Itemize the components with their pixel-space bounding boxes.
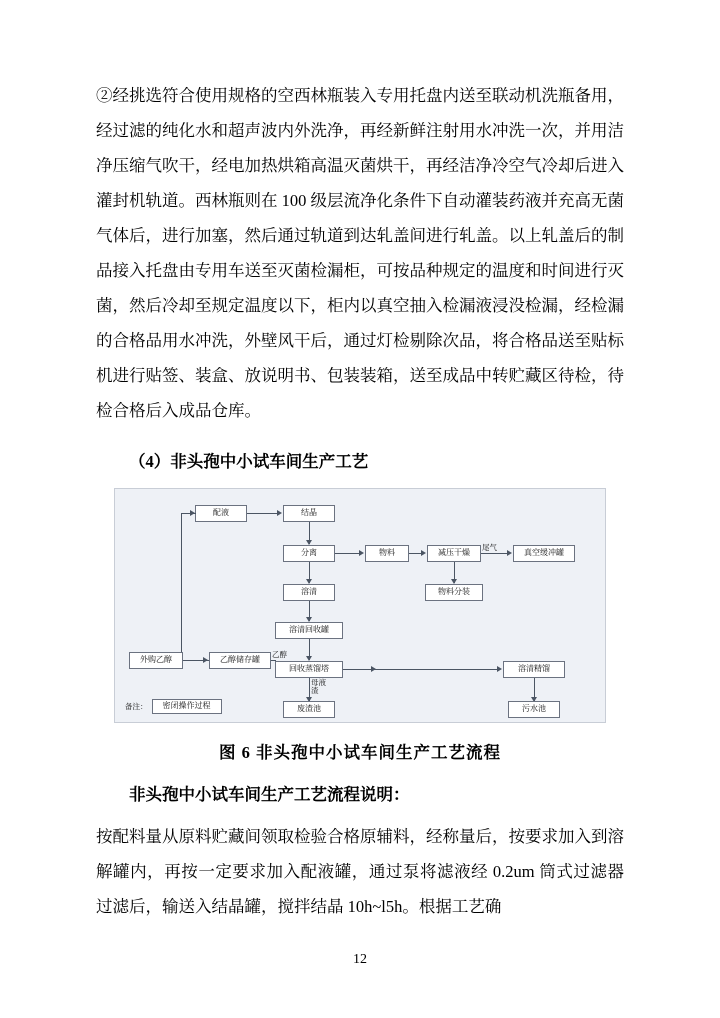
node-wuliao: 物料 [365,545,409,562]
node-rongqing-jingliu: 溶清精馏 [503,661,565,678]
arrow-waigou-yichun [203,657,208,663]
node-fenli: 分离 [283,545,335,562]
node-huishou-zhengliuta: 回收蒸馏塔 [275,661,343,678]
node-waigou-yichun: 外购乙醇 [129,652,183,669]
arrow-peiye-jiejing [277,510,282,516]
edge-waigou-yichun [183,660,204,661]
edge-zhengliu-jingliu [343,669,371,670]
node-feizha-chi: 废渣池 [283,701,335,718]
edge-label-yichun: 乙醇 [272,650,287,659]
edge-fenli-wuliao [335,553,360,554]
node-rongqing: 溶清 [283,584,335,601]
arrow-fenli-wuliao [359,550,364,556]
page-number: 12 [353,952,367,967]
node-jiejing: 结晶 [283,505,335,522]
page-content [96,78,624,924]
node-zhenkong-huanchongguan: 真空缓冲罐 [513,545,575,562]
node-wushui-chi: 污水池 [508,701,560,718]
paragraph-2: 按配料量从原料贮藏间领取检验合格原辅料，经称量后，按要求加入到溶解罐内，再按一定要求加入配液罐，通过泵将滤液经 0.2um 筒式过滤器过滤后，输送入结晶罐，搅拌结晶 10h~l5h。根据工艺确 [96,827,624,916]
section-heading: （4）非头孢中小试车间生产工艺 [129,452,369,471]
edge-peiye-jiejing [247,513,278,514]
arrow-wuliao-jianya [421,550,426,556]
node-wuliao-fenzhuang: 物料分装 [425,584,483,601]
figure-caption: 图 6 非头孢中小试车间生产工艺流程 [219,743,501,762]
process-flow-figure [114,488,606,723]
figure-note [125,699,222,714]
edge-recycle-vertical [181,513,182,661]
arrow-jingliu-in [497,666,502,672]
arrow-recycle-peiye [190,510,195,516]
edge-label-muye: 母液 渣 [311,678,326,695]
paragraph-1: ②经挑选符合使用规格的空西林瓶装入专用托盘内送至联动机洗瓶备用，经过滤的纯化水和超声波内外洗净，再经新鲜注射用水冲洗一次，并用洁净压缩气吹干，经电加热烘箱高温灭菌烘干，再经洁净冷空气冷却后进入灌封机轨道。西林瓶则在 100 级层流净化条件下自动灌装药液并充高无菌气体后，进行加塞，然后通过轨道到达轧盖间进行轧盖。以上轧盖后的制品接入托盘由专用车送至灭菌检漏柜，可按品种规定的温度和时间进行灭菌，然后冷却至规定温度以下，柜内以真空抽入检漏液浸没检漏，经检漏的合格品用水冲洗，外壁风干后，通过灯检剔除次品，将合格品送至贴标机进行贴签、装盒、放说明书、包装装箱，送至成品中转贮藏区待检，待检合格后入成品仓库。 [96,86,624,420]
node-yichun-chuguan: 乙醇储存罐 [209,652,271,669]
node-rongqing-huishouguan: 溶清回收罐 [275,622,343,639]
arrow-jianya-zhenkong [507,550,512,556]
note-label: 备注： [125,702,148,711]
edge-label-weiqi: 尾气 [482,543,497,552]
sub-heading: 非头孢中小试车间生产工艺流程说明： [129,785,410,804]
node-peiye: 配液 [195,505,247,522]
note-box: 密闭操作过程 [152,699,222,714]
edge-jianya-zhenkong [481,553,507,554]
node-jianya-ganzao: 减压干燥 [427,545,481,562]
edge-jingliu-horizontal [371,669,499,670]
